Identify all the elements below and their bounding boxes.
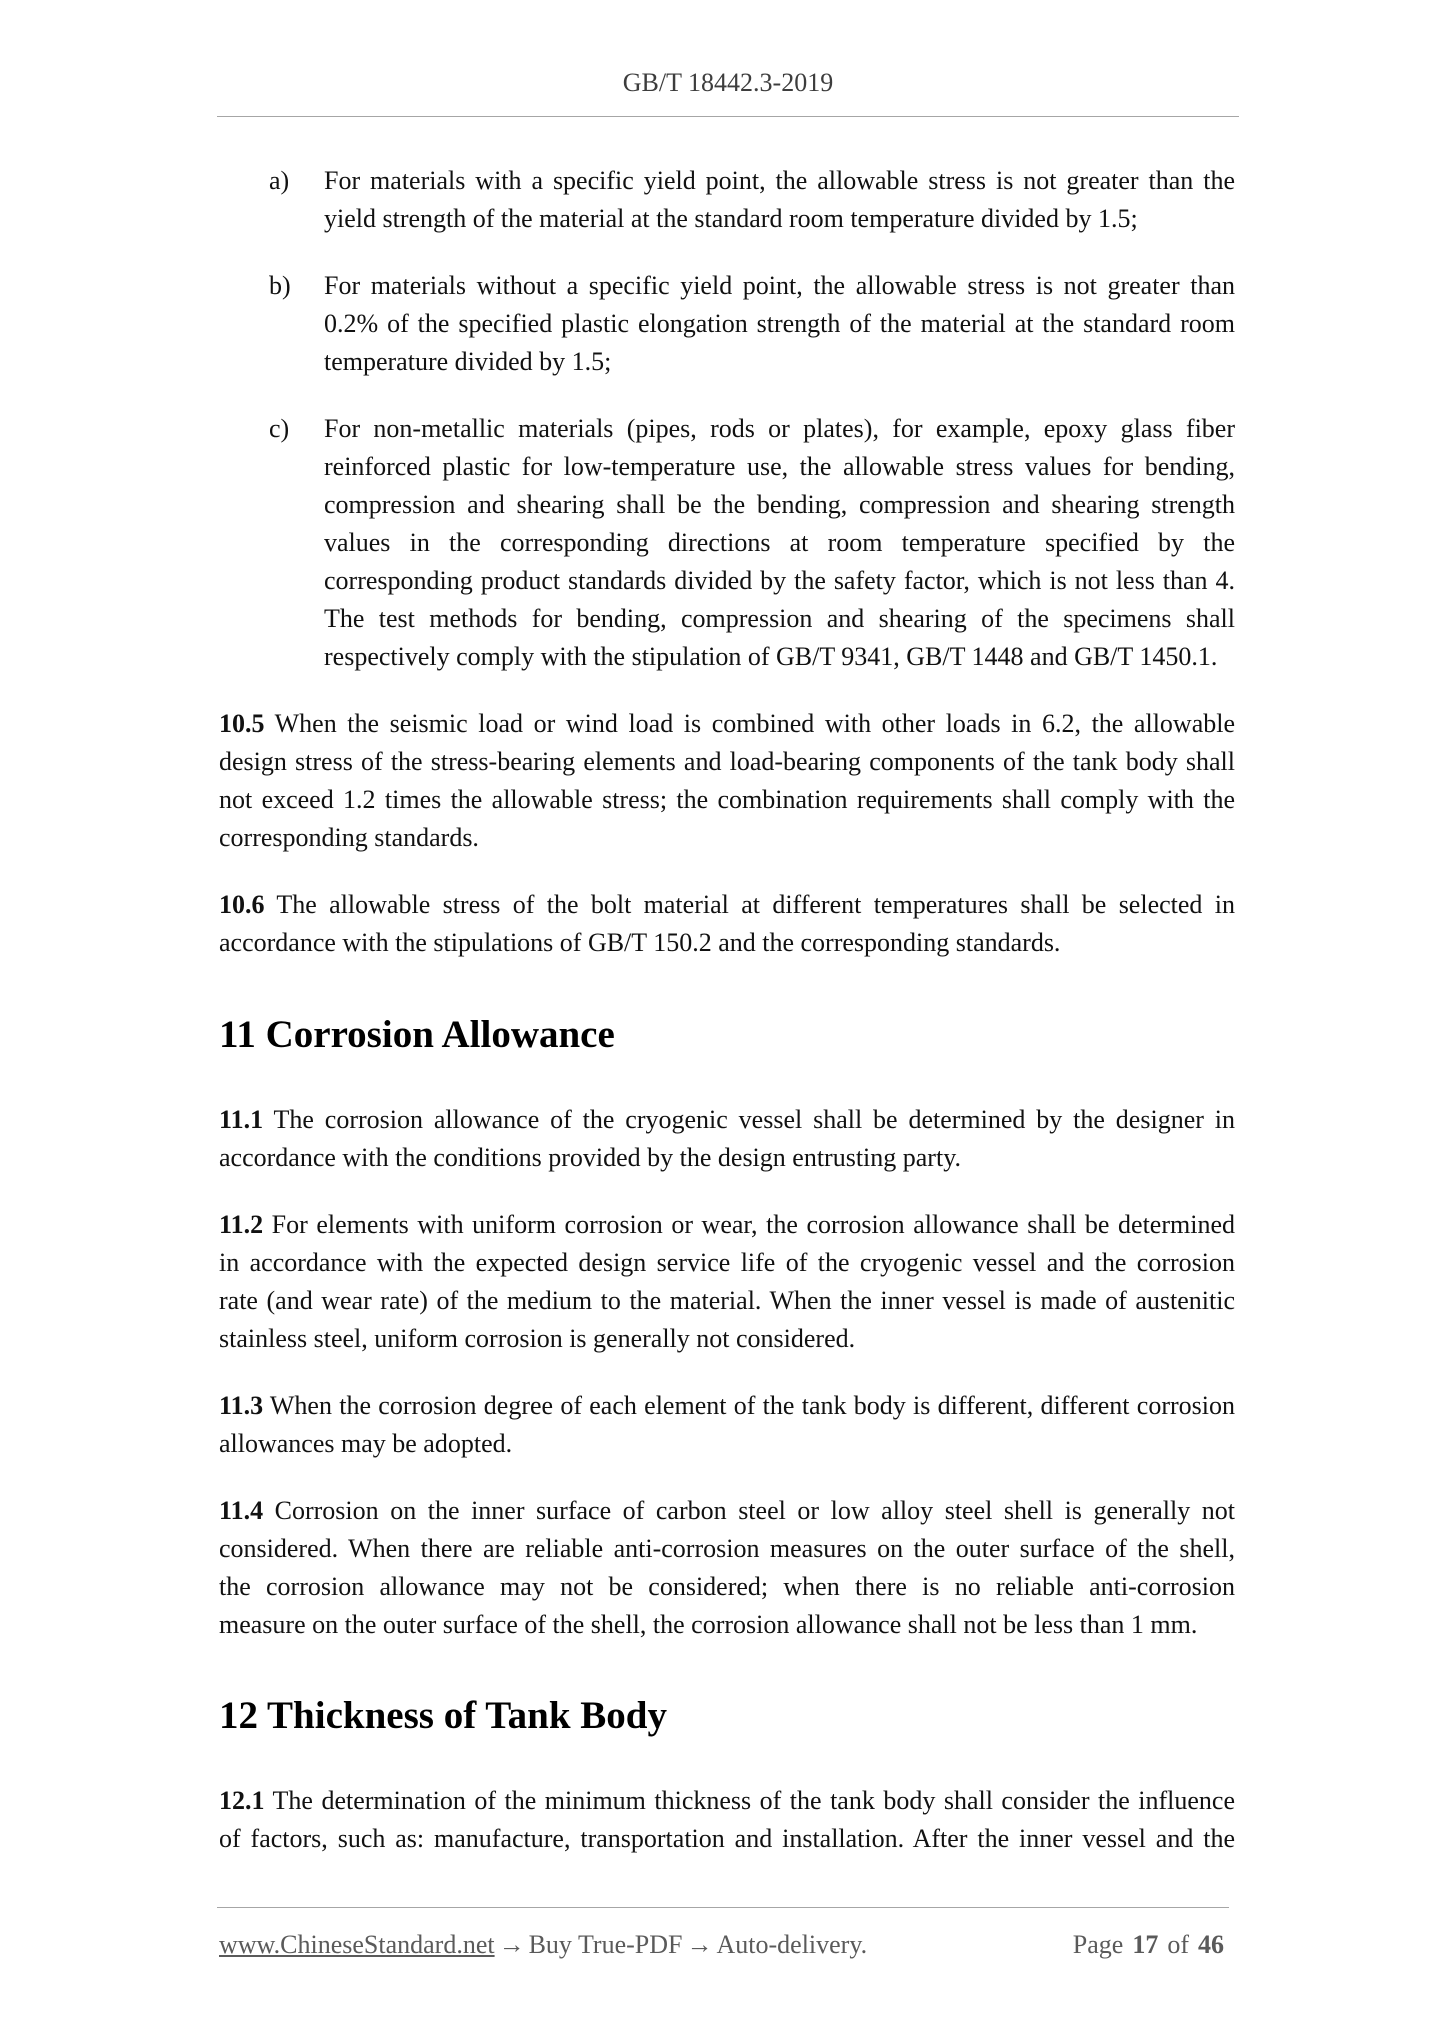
text-line: For non-metallic materials (pipes, rods or plates), for example, epoxy glass fiber [324,414,1235,443]
list-item-text [324,162,1235,238]
footer-rule [217,1907,1229,1908]
text-line: The test methods for bending, compression and shearing of the specimens shall [324,604,1235,633]
text-line: considered. When there are reliable anti-corrosion measures on the outer surface of the shell, [219,1534,1235,1563]
text-line [219,1101,1235,1139]
clause-text: When the corrosion degree of each element of the tank body is different, different corrosion [269,1391,1235,1420]
text-line: temperature divided by 1.5; [324,347,612,376]
page-footer [219,1929,1224,1961]
text-line [219,1782,1235,1820]
clause-10-5 [219,705,1235,857]
page-total: 46 [1198,1930,1224,1959]
text-line: accordance with the conditions provided by the design entrusting party. [219,1143,962,1172]
text-line: corresponding standards. [219,823,479,852]
text-line: corresponding product standards divided by the safety factor, which is not less than 4. [324,566,1235,595]
list-item-a [219,162,1235,238]
clause-number: 10.5 [219,709,265,738]
text-line: of factors, such as: manufacture, transportation and installation. After the inner vessel and the [219,1824,1235,1853]
clause-number: 11.1 [219,1105,264,1134]
text-line: 0.2% of the specified plastic elongation strength of the material at the standard room [324,309,1235,338]
clause-number: 10.6 [219,890,265,919]
list-item-c [219,410,1235,676]
text-line: reinforced plastic for low-temperature use, the allowable stress values for bending, [324,452,1235,481]
text-line [219,1492,1235,1530]
text-line: stainless steel, uniform corrosion is generally not considered. [219,1324,856,1353]
text-line [219,705,1235,743]
clause-text: When the seismic load or wind load is combined with other loads in 6.2, the allowable [274,709,1235,738]
list-item-label: c) [269,414,290,443]
page-label: Page [1072,1930,1124,1959]
text-line: allowances may be adopted. [219,1429,513,1458]
text-line: yield strength of the material at the standard room temperature divided by 1.5; [324,204,1138,233]
text-line: accordance with the stipulations of GB/T 150.2 and the corresponding standards. [219,928,1061,957]
clause-11-4 [219,1492,1235,1644]
section-heading-11: 11 Corrosion Allowance [219,1013,615,1056]
section-heading-12: 12 Thickness of Tank Body [219,1694,667,1737]
site-link[interactable]: www.ChineseStandard.net [219,1930,495,1959]
clause-number: 12.1 [219,1786,265,1815]
clause-text: The corrosion allowance of the cryogenic vessel shall be determined by the designer in [273,1105,1235,1134]
clause-11-2 [219,1206,1235,1358]
clause-text: For elements with uniform corrosion or wear, the corrosion allowance shall be determined [271,1210,1235,1239]
clause-number: 11.2 [219,1210,264,1239]
arrow-right-icon: → [498,1930,525,1959]
text-line: For materials with a specific yield point, the allowable stress is not greater than the [324,166,1235,195]
clause-10-6 [219,886,1235,962]
auto-delivery-text: Auto-delivery. [716,1930,868,1959]
clause-11-1 [219,1101,1235,1177]
clause-number: 11.4 [219,1496,264,1525]
clause-number: 11.3 [219,1391,264,1420]
header-rule [217,116,1239,117]
list-item-label: a) [269,166,290,195]
text-line: rate (and wear rate) of the medium to the material. When the inner vessel is made of austenitic [219,1286,1235,1315]
text-line: in accordance with the expected design service life of the cryogenic vessel and the corrosion [219,1248,1235,1277]
text-line [219,886,1235,924]
clause-text: Corrosion on the inner surface of carbon steel or low alloy steel shell is generally not [274,1496,1235,1525]
text-line: measure on the outer surface of the shell, the corrosion allowance shall not be less than 1 mm. [219,1610,1198,1639]
clause-text: The determination of the minimum thickness of the tank body shall consider the influence [272,1786,1235,1815]
buy-pdf-text: Buy True-PDF [528,1930,683,1959]
list-item-text [324,410,1235,676]
text-line: not exceed 1.2 times the allowable stress; the combination requirements shall comply with the [219,785,1235,814]
list-item-label: b) [269,271,291,300]
text-line: compression and shearing shall be the bending, compression and shearing strength [324,490,1235,519]
text-line: For materials without a specific yield point, the allowable stress is not greater than [324,271,1235,300]
text-line: respectively comply with the stipulation of GB/T 9341, GB/T 1448 and GB/T 1450.1. [324,642,1218,671]
text-line [219,1206,1235,1244]
clause-text: The allowable stress of the bolt material at different temperatures shall be selected in [276,890,1235,919]
list-item-b [219,267,1235,381]
text-line [219,1387,1235,1425]
clause-11-3 [219,1387,1235,1463]
list-item-text [324,267,1235,381]
arrow-right-icon: → [686,1930,713,1959]
text-line: values in the corresponding directions at room temperature specified by the [324,528,1235,557]
page-of-label: of [1167,1930,1189,1959]
text-line: the corrosion allowance may not be considered; when there is no reliable anti-corrosion [219,1572,1235,1601]
text-line: design stress of the stress-bearing elements and load-bearing components of the tank body shall [219,747,1235,776]
clause-12-1 [219,1782,1235,1858]
page-current: 17 [1132,1930,1159,1959]
document-code: GB/T 18442.3-2019 [622,68,834,97]
page-indicator [1073,1929,1224,1961]
